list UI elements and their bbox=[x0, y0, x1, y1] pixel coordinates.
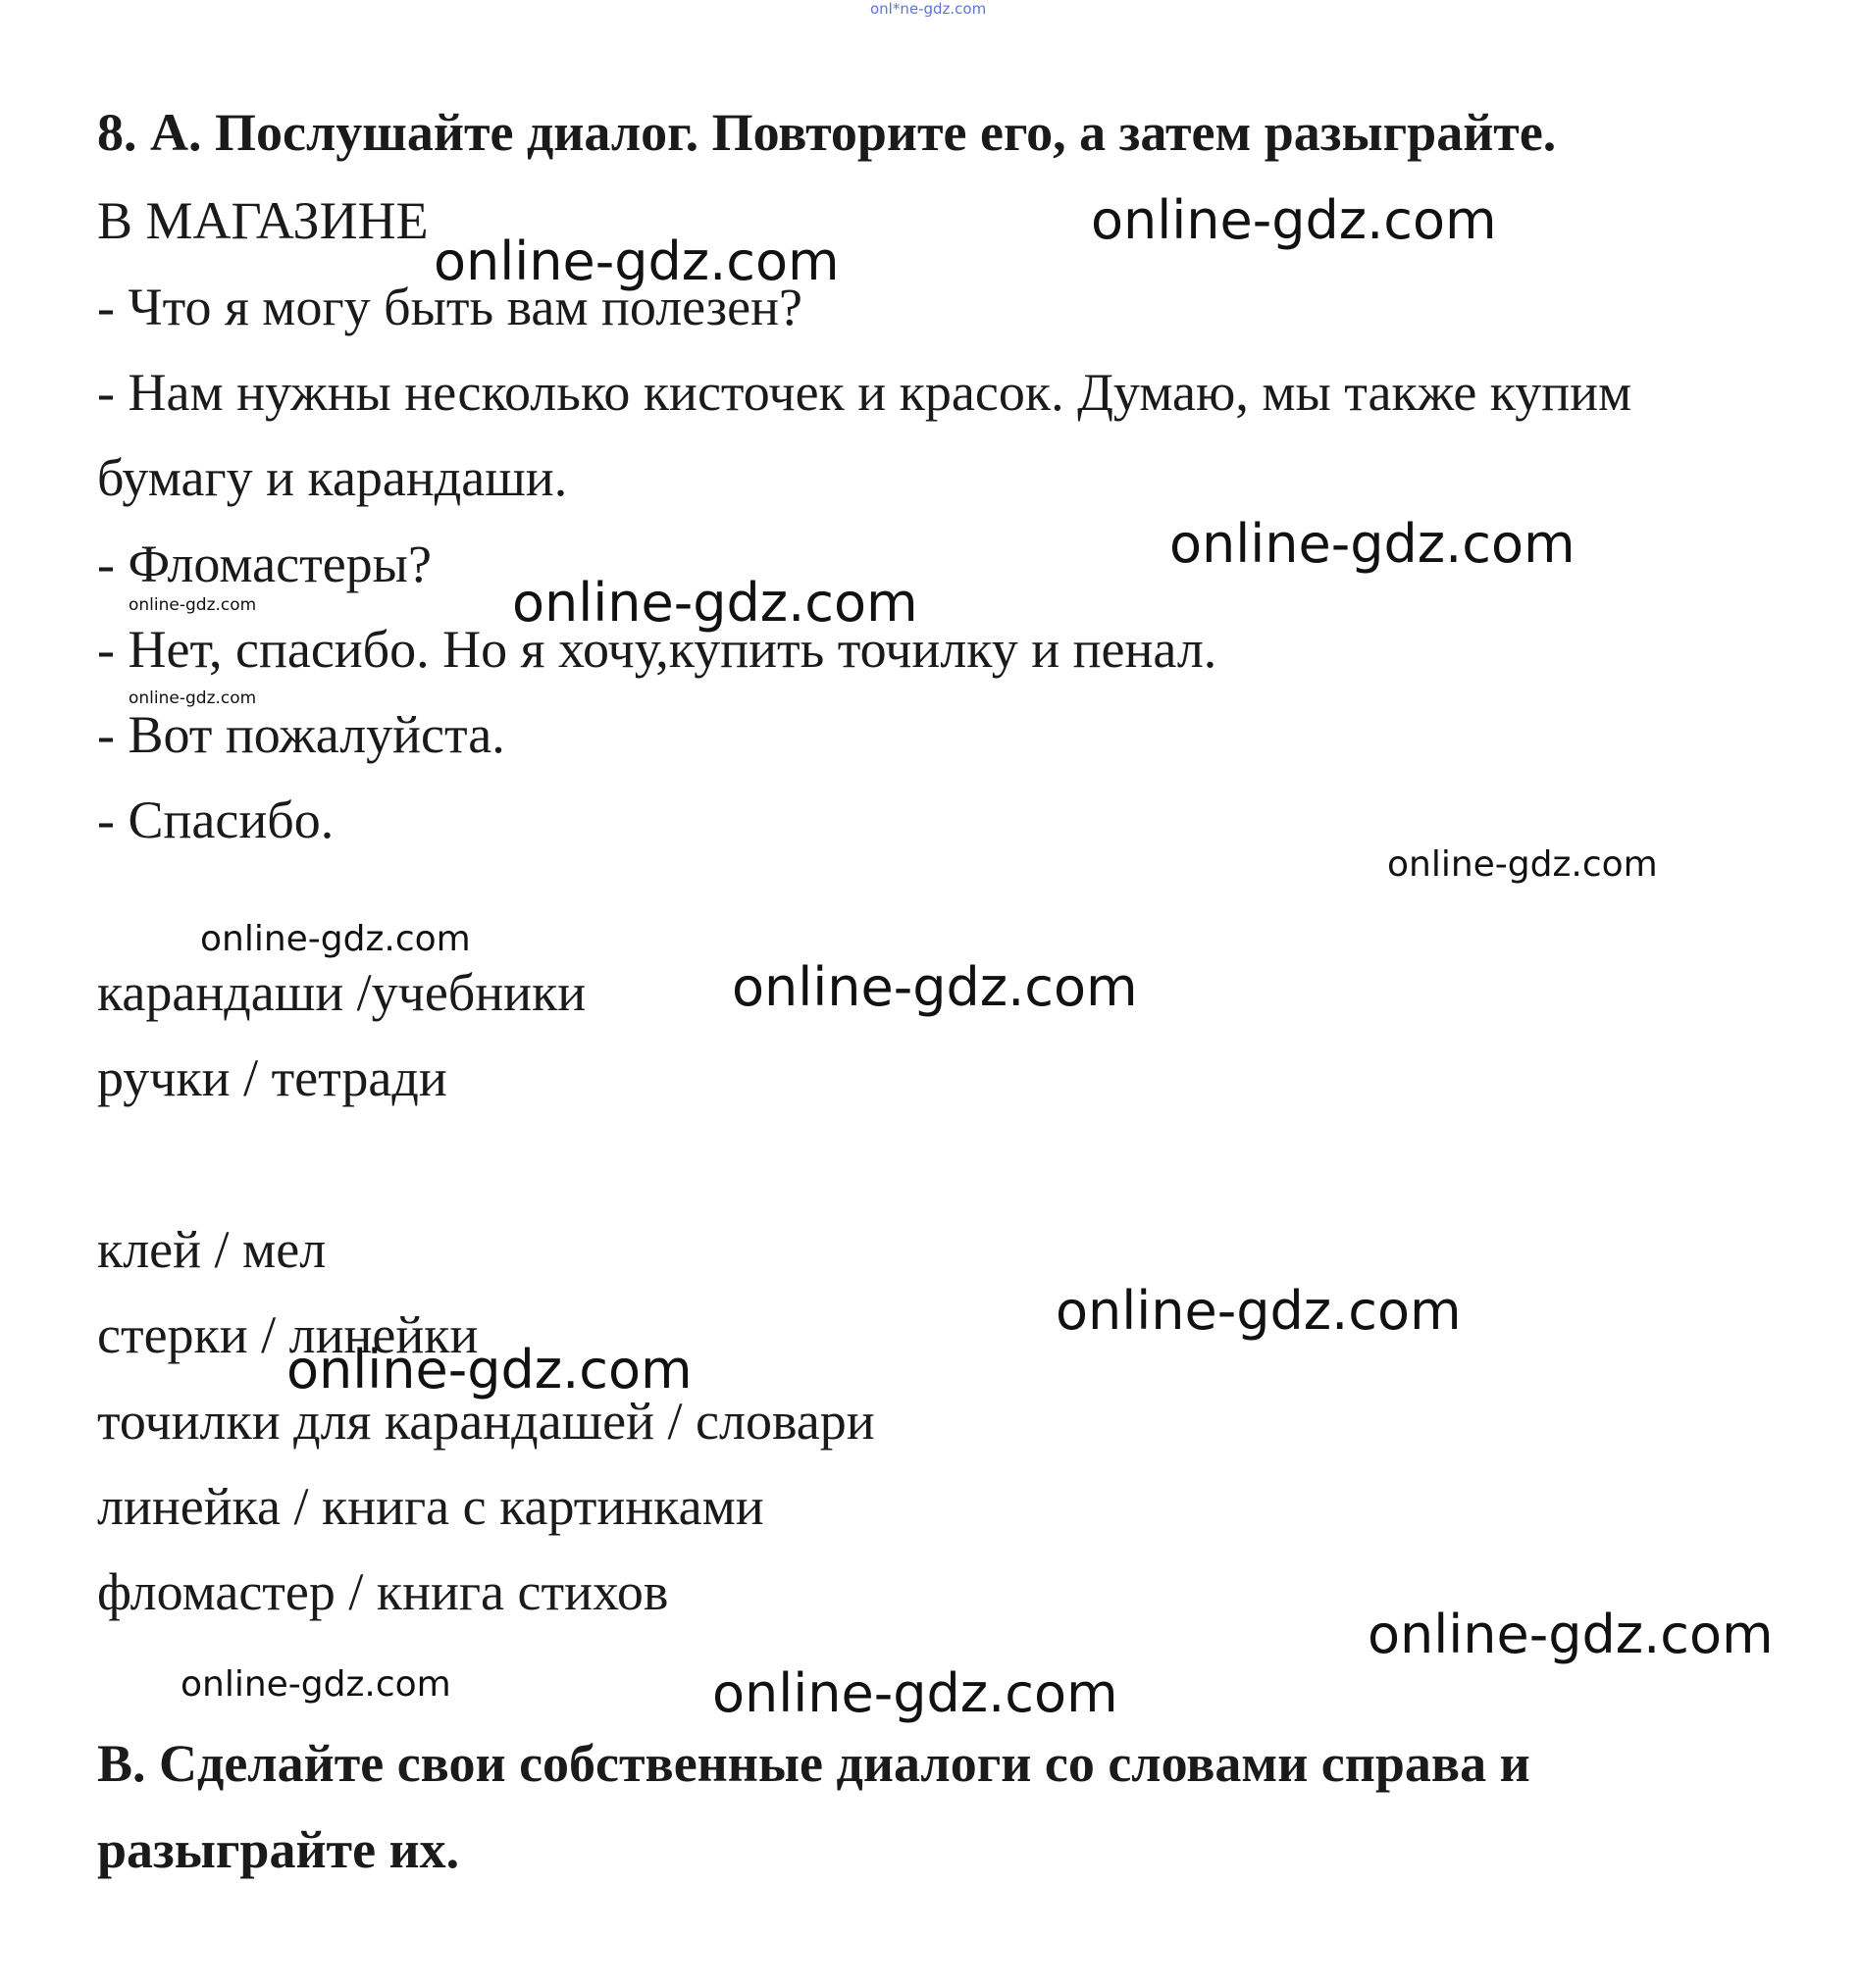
watermark: online-gdz.com bbox=[434, 230, 840, 292]
word-pair: ручки / тетради bbox=[97, 1048, 447, 1107]
watermark: online-gdz.com bbox=[1387, 844, 1658, 885]
word-pair: точилки для карандашей / словари bbox=[97, 1392, 875, 1451]
watermark: online-gdz.com bbox=[181, 1664, 451, 1705]
word-pair: линейка / книга с картинками bbox=[97, 1477, 764, 1536]
word-pair: фломастер / книга стихов bbox=[97, 1562, 669, 1621]
dialog-line: - Что я могу быть вам полезен? bbox=[97, 278, 802, 336]
watermark: online-gdz.com bbox=[1056, 1280, 1462, 1342]
part-b-line: В. Сделайте свои собственные диалоги со словами справа и bbox=[97, 1734, 1530, 1793]
watermark: online-gdz.com bbox=[512, 572, 918, 634]
watermark: online-gdz.com bbox=[129, 688, 257, 708]
watermark: online-gdz.com bbox=[1368, 1604, 1774, 1665]
word-pair: стерки / линейки bbox=[97, 1305, 479, 1364]
dialog-line: - Спасибо. bbox=[97, 790, 335, 849]
dialog-line: - Фломастеры? bbox=[97, 535, 432, 593]
dialog-line: - Вот пожалуйста. bbox=[97, 705, 505, 764]
watermark: online-gdz.com bbox=[712, 1662, 1118, 1724]
watermark: online-gdz.com bbox=[1091, 189, 1497, 251]
watermark-top: onl*ne-gdz.com bbox=[870, 0, 987, 18]
watermark: online-gdz.com bbox=[732, 956, 1138, 1018]
part-b-line: разыграйте их. bbox=[97, 1820, 460, 1879]
watermark: online-gdz.com bbox=[129, 595, 257, 615]
watermark: online-gdz.com bbox=[286, 1339, 693, 1401]
word-pair: клей / мел bbox=[97, 1220, 327, 1279]
task-heading: 8. А. Послушайте диалог. Повторите его, а затем разыграйте. bbox=[97, 103, 1557, 162]
word-pair: карандаши /учебники bbox=[97, 963, 587, 1022]
dialog-line: - Нам нужны несколько кисточек и красок. Думаю, мы также купим bbox=[97, 363, 1632, 422]
watermark: online-gdz.com bbox=[1169, 513, 1576, 575]
dialog-title: В МАГАЗИНЕ bbox=[97, 191, 429, 250]
dialog-line: бумагу и карандаши. bbox=[97, 448, 568, 507]
dialog-line: - Нет, спасибо. Но я хочу,купить точилку и пенал. bbox=[97, 620, 1217, 679]
watermark: online-gdz.com bbox=[200, 919, 471, 959]
